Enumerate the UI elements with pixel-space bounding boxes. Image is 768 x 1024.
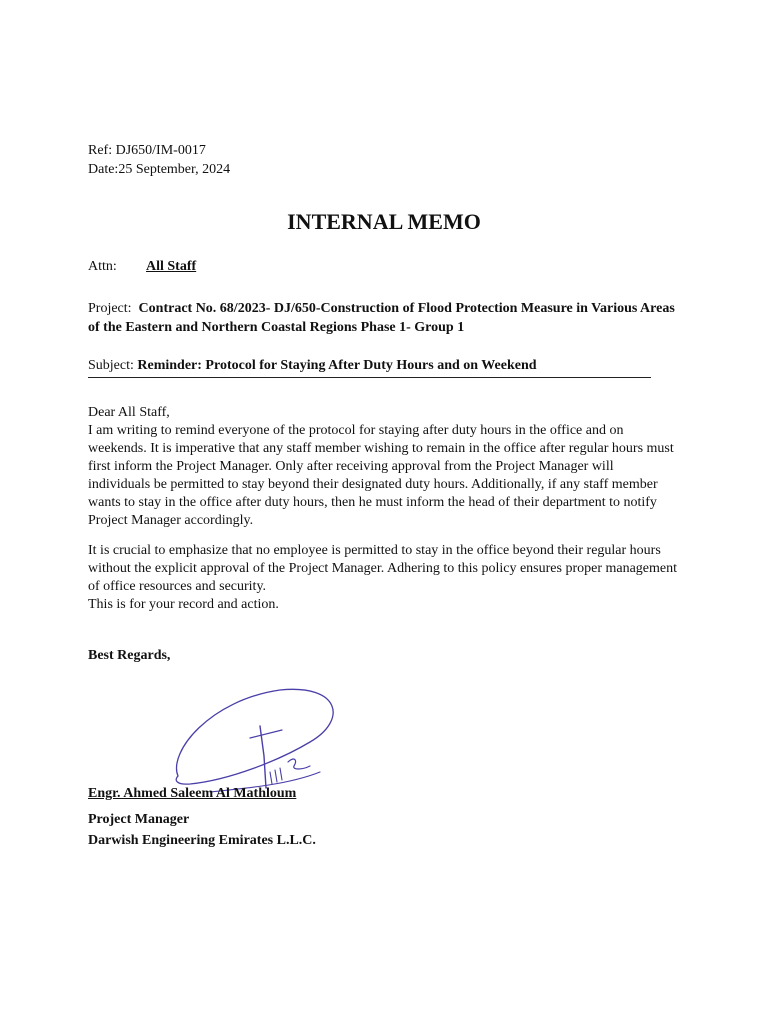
closing-line: This is for your record and action. bbox=[88, 597, 279, 612]
subject-value: Reminder: Protocol for Staying After Duty Hours and on Weekend bbox=[137, 358, 537, 373]
project-label: Project: bbox=[88, 301, 132, 316]
memo-date: Date:25 September, 2024 bbox=[88, 162, 231, 177]
signature-tail bbox=[288, 759, 310, 769]
reference-number: Ref: DJ650/IM-0017 bbox=[88, 143, 206, 158]
memo-body-2 bbox=[88, 542, 678, 614]
signature-image bbox=[170, 680, 350, 800]
signature-ticks bbox=[270, 768, 282, 784]
body-paragraph-2: It is crucial to emphasize that no employee is permitted to stay in the office beyond their regular hours without the explicit approval of the Project Manager. Adhering to this policy ensures proper management of office resources and security. bbox=[88, 543, 678, 594]
body-paragraph-1: I am writing to remind everyone of the protocol for staying after duty hours in the office and on weekends. It is imperative that any staff member wishing to remain in the office after regular hours must first inform the Project Manager. Only after receiving approval from the Project Manager will individuals be permitted to stay beyond their designated duty hours. Additionally, if any staff member wants to stay in the office after duty hours, then he must inform the head of their department to notify Project Manager accordingly. bbox=[88, 423, 674, 528]
page-title-text: INTERNAL MEMO bbox=[287, 209, 481, 234]
attn-label: Attn: bbox=[88, 259, 117, 274]
subject-label: Subject: bbox=[88, 358, 134, 373]
project-line bbox=[88, 299, 688, 337]
best-regards: Best Regards, bbox=[88, 648, 171, 663]
salutation: Dear All Staff, bbox=[88, 405, 170, 420]
project-value: Contract No. 68/2023- DJ/650-Construction of Flood Protection Measure in Various Areas of the Eastern and Northern Coastal Regions Phase 1- Group 1 bbox=[88, 301, 675, 335]
memo-body bbox=[88, 404, 678, 530]
signer-name: Engr. Ahmed Saleem Al Mathloum bbox=[88, 786, 297, 801]
attention-line bbox=[88, 258, 196, 276]
signature-stroke-cross bbox=[250, 730, 282, 738]
subject-line bbox=[88, 357, 651, 378]
signer-title: Project Manager bbox=[88, 812, 190, 827]
attn-value: All Staff bbox=[146, 259, 197, 274]
company-name: Darwish Engineering Emirates L.L.C. bbox=[88, 833, 316, 848]
page-title bbox=[0, 208, 768, 236]
